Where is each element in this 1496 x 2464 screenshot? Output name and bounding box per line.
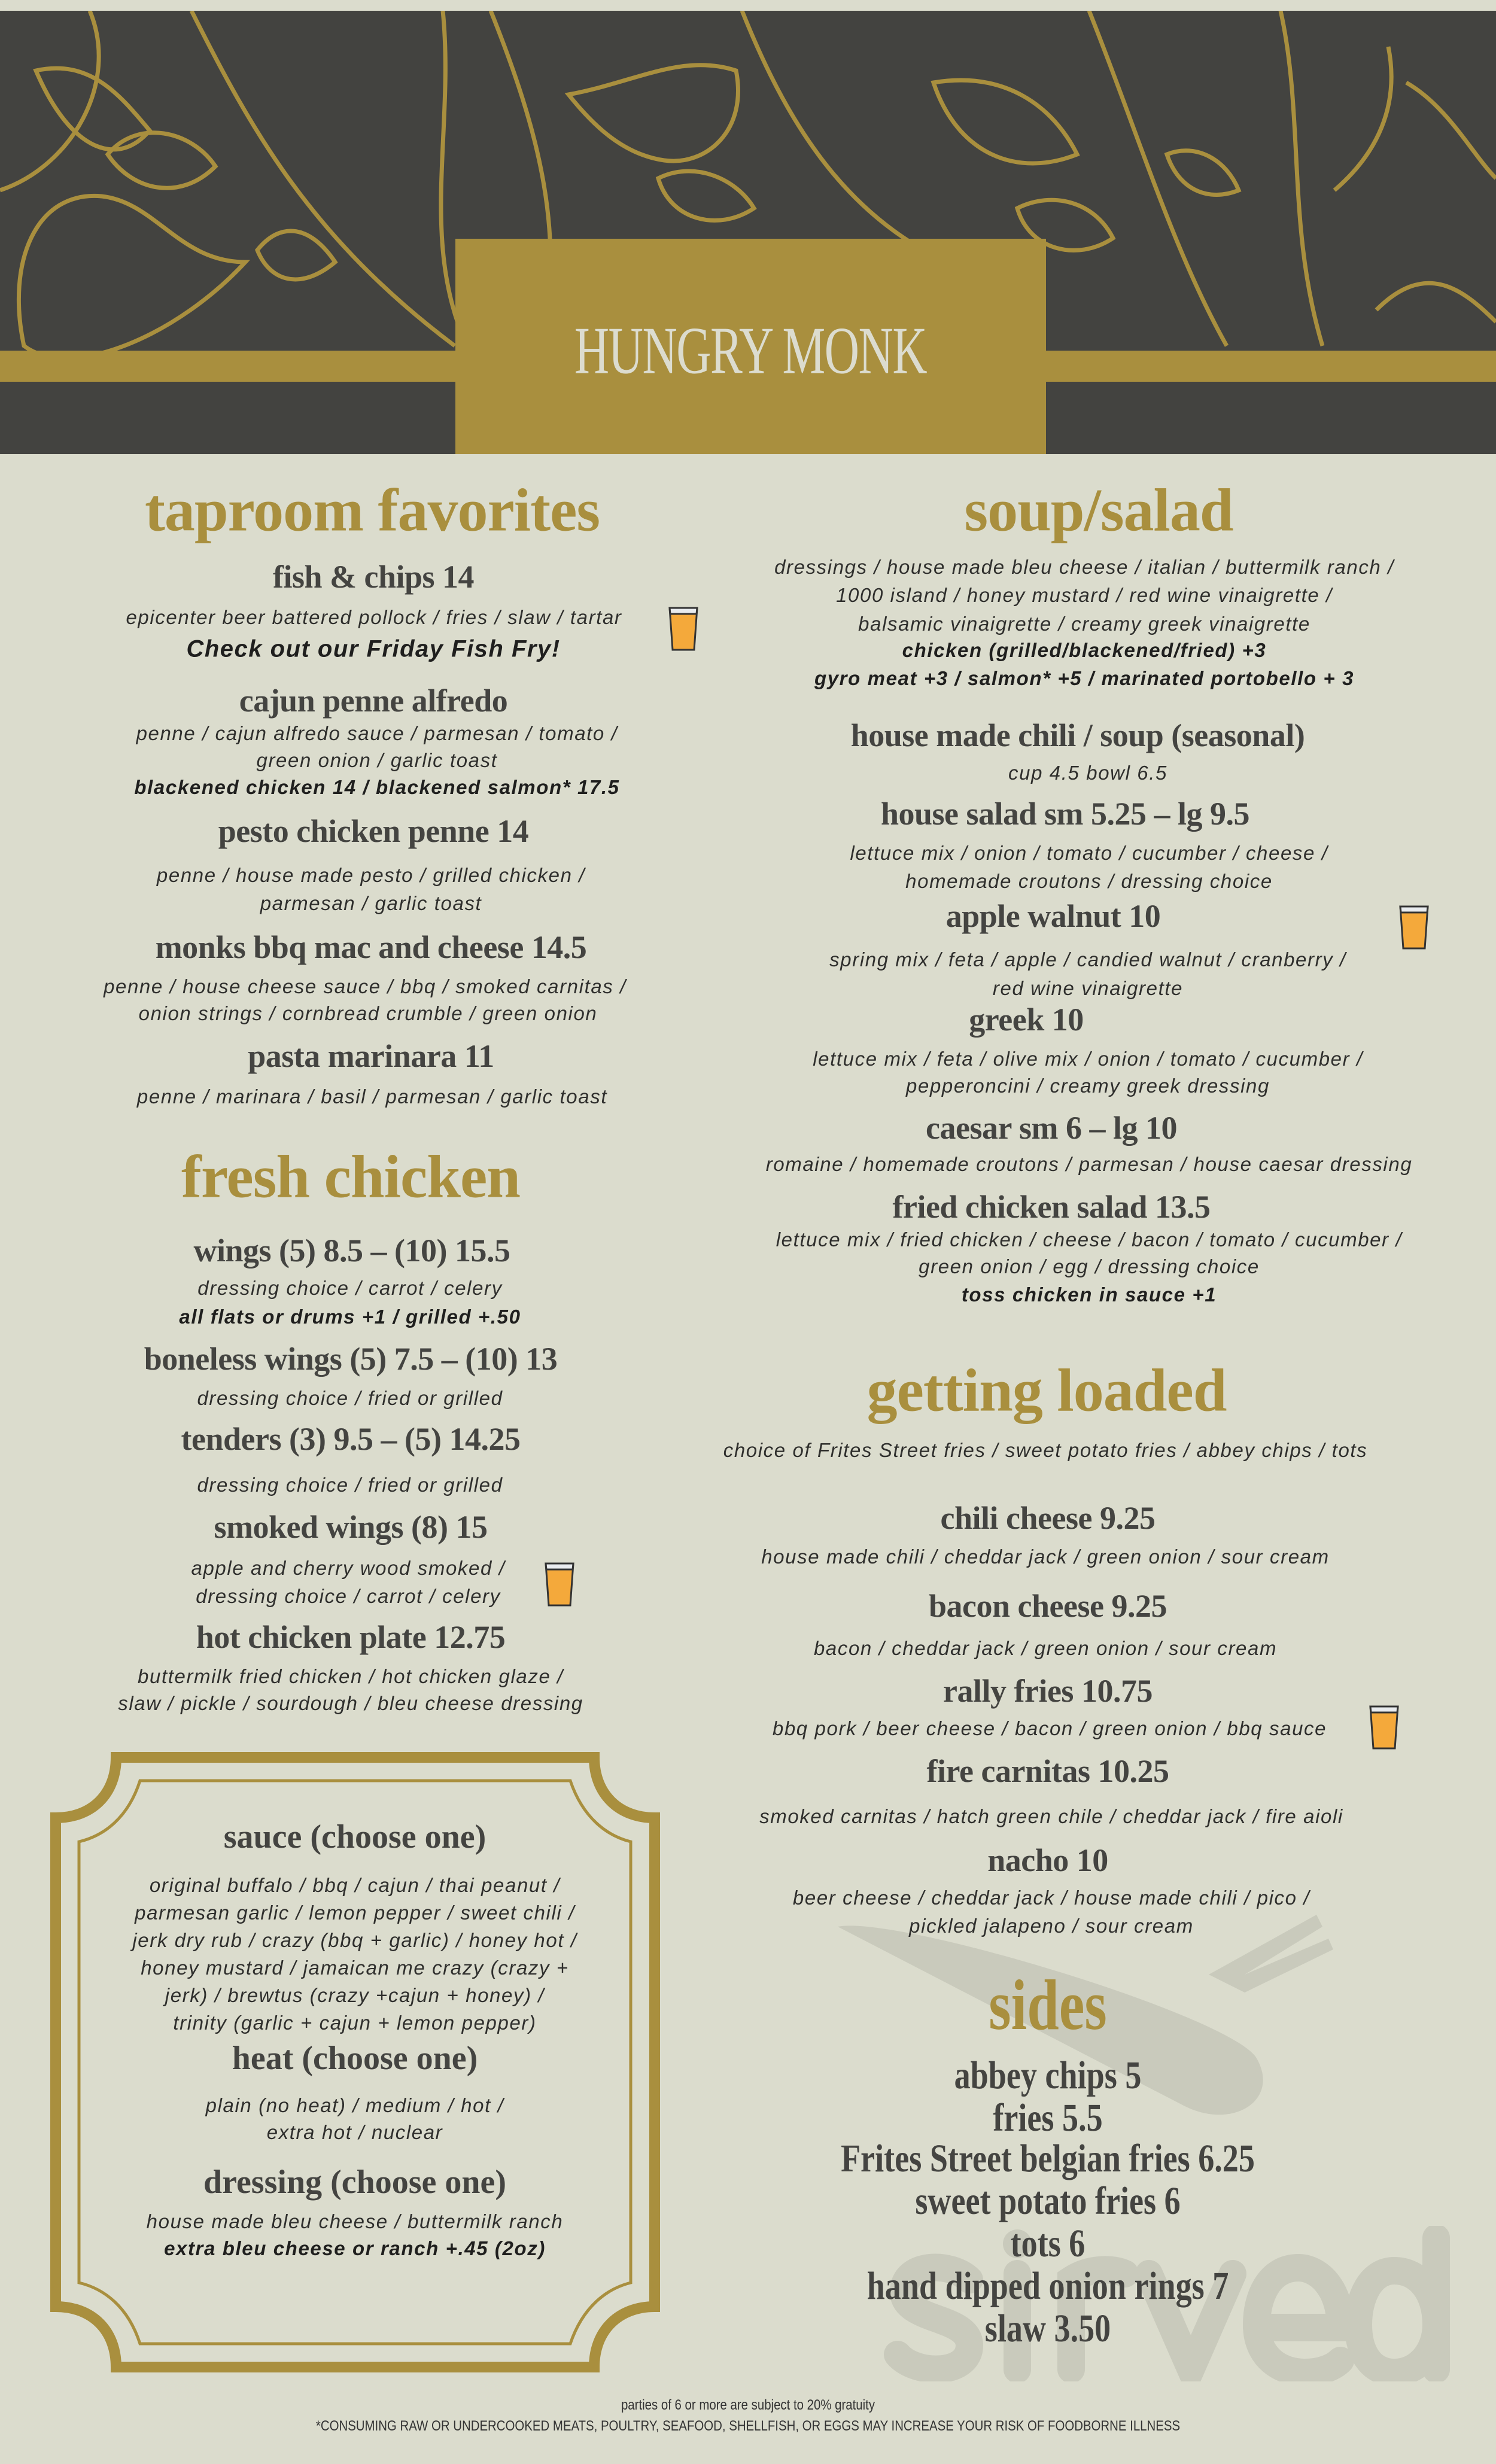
beer-glass-icon [668,604,699,652]
menu-item-desc: lettuce mix / fried chicken / cheese / bacon / tomato / cucumber / [776,1228,1403,1251]
menu-item-desc: parmesan / garlic toast [260,892,482,914]
salad-addon: chicken (grilled/blackened/fried) +3 [902,639,1267,661]
menu-item-desc: spring mix / feta / apple / candied walnut / cranberry / [829,948,1346,971]
menu-item-desc: slaw / pickle / sourdough / bleu cheese dressing [118,1692,583,1714]
menu-item-desc: house made chili / cheddar jack / green onion / sour cream [761,1546,1330,1568]
beer-glass-icon [1398,903,1430,951]
side-item: fries 5.5 [993,2096,1103,2140]
side-item: Frites Street belgian fries 6.25 [841,2137,1255,2180]
menu-item-name: fish & chips 14 [272,559,475,595]
option-title-heat: heat (choose one) [232,2040,478,2077]
option-desc: jerk dry rub / crazy (bbq + garlic) / honey hot / [132,1929,577,1951]
option-desc: original buffalo / bbq / cajun / thai peanut / [149,1874,561,1896]
loaded-intro: choice of Frites Street fries / sweet potato fries / abbey chips / tots [723,1439,1368,1461]
menu-item-desc: bbq pork / beer cheese / bacon / green onion / bbq sauce [772,1717,1327,1739]
side-item: hand dipped onion rings 7 [866,2264,1229,2308]
menu-item-name: chili cheese 9.25 [940,1500,1156,1536]
menu-item-name: hot chicken plate 12.75 [196,1619,506,1655]
option-title-dressing: dressing (choose one) [203,2164,507,2201]
menu-item-name: pasta marinara 11 [248,1038,494,1074]
menu-item-name: monks bbq mac and cheese 14.5 [155,929,587,965]
menu-item-name: house made chili / soup (seasonal) [850,717,1305,753]
menu-item-name: greek 10 [969,1002,1084,1038]
footer-gratuity: parties of 6 or more are subject to 20% gratuity [621,2397,875,2413]
section-title-taproom: taproom favorites [144,476,600,544]
menu-item-desc: beer cheese / cheddar jack / house made chili / pico / [792,1887,1310,1909]
dressing-list: dressings / house made bleu cheese / italian / buttermilk ranch / [774,556,1394,578]
option-desc: jerk) / brewtus (crazy +cajun + honey) / [165,1984,545,2006]
menu-item-desc: pepperoncini / creamy greek dressing [906,1075,1270,1097]
footer-warning: *CONSUMING RAW OR UNDERCOOKED MEATS, POULTRY, SEAFOOD, SHELLFISH, OR EGGS MAY INCREASE YOUR RISK OF FOODBORNE ILLNESS [315,2418,1181,2434]
menu-item-name: caesar sm 6 – lg 10 [926,1110,1177,1146]
side-item: sweet potato fries 6 [915,2179,1181,2223]
menu-item-note: Check out our Friday Fish Fry! [186,635,561,662]
menu-item-desc: pickled jalapeno / sour cream [909,1915,1194,1937]
menu-item-name: apple walnut 10 [945,898,1161,934]
menu-item-desc: dressing choice / carrot / celery [196,1585,501,1607]
option-desc: plain (no heat) / medium / hot / [205,2094,504,2116]
menu-item-note: toss chicken in sauce +1 [961,1283,1217,1306]
side-item: abbey chips 5 [954,2054,1142,2097]
menu-item-name: fried chicken salad 13.5 [892,1189,1211,1225]
menu-item-name: house salad sm 5.25 – lg 9.5 [880,796,1250,832]
option-desc: house made bleu cheese / buttermilk ranch [146,2210,564,2232]
menu-item-desc: homemade croutons / dressing choice [905,870,1273,892]
dressing-list: balsamic vinaigrette / creamy greek vinaigrette [858,613,1310,635]
option-desc: honey mustard / jamaican me crazy (crazy + [141,1957,569,1979]
menu-item-name: boneless wings (5) 7.5 – (10) 13 [144,1341,558,1377]
menu-item-name: smoked wings (8) 15 [214,1509,488,1545]
option-desc: trinity (garlic + cajun + lemon pepper) [173,2012,537,2034]
option-desc: parmesan garlic / lemon pepper / sweet chili / [135,1902,575,1924]
beer-glass-icon [544,1560,575,1608]
menu-item-desc: onion strings / cornbread crumble / green onion [138,1002,598,1024]
side-item: slaw 3.50 [984,2307,1111,2350]
restaurant-title: HUNGRY MONK [574,314,927,388]
section-title-sides: sides [989,1965,1107,2045]
menu-item-desc: penne / house cheese sauce / bbq / smoked carnitas / [104,975,627,997]
menu-item-desc: smoked carnitas / hatch green chile / cheddar jack / fire aioli [759,1805,1343,1827]
menu-item-desc: penne / cajun alfredo sauce / parmesan / tomato / [136,722,618,744]
menu-item-desc: epicenter beer battered pollock / fries / slaw / tartar [126,606,622,628]
section-title-chicken: fresh chicken [181,1143,520,1211]
salad-addon: gyro meat +3 / salmon* +5 / marinated portobello + 3 [814,667,1355,689]
section-title-loaded: getting loaded [866,1356,1227,1425]
menu-item-desc: red wine vinaigrette [992,977,1184,999]
menu-item-desc: dressing choice / carrot / celery [197,1277,503,1299]
menu-item-note: blackened chicken 14 / blackened salmon* 17.5 [134,776,620,798]
menu-item-name: wings (5) 8.5 – (10) 15.5 [193,1233,510,1268]
side-item: tots 6 [1010,2222,1085,2265]
menu-item-desc: apple and cherry wood smoked / [191,1557,506,1579]
option-title-sauce: sauce (choose one) [223,1818,486,1855]
menu-item-desc: buttermilk fried chicken / hot chicken glaze / [138,1665,564,1687]
menu-item-desc: green onion / egg / dressing choice [919,1255,1260,1277]
menu-item-name: bacon cheese 9.25 [929,1588,1167,1624]
dressing-list: 1000 island / honey mustard / red wine vinaigrette / [836,584,1333,606]
menu-item-desc: dressing choice / fried or grilled [197,1387,503,1409]
menu-item-name: pesto chicken penne 14 [218,813,529,849]
section-title-soup-salad: soup/salad [964,476,1233,544]
menu-item-desc: penne / marinara / basil / parmesan / garlic toast [136,1085,608,1108]
menu-item-desc: green onion / garlic toast [256,749,498,771]
option-note: extra bleu cheese or ranch +.45 (2oz) [164,2237,546,2259]
menu-item-name: fire carnitas 10.25 [926,1753,1169,1789]
menu-item-name: tenders (3) 9.5 – (5) 14.25 [181,1421,521,1457]
beer-glass-icon [1369,1703,1400,1751]
option-desc: extra hot / nuclear [266,2121,443,2143]
menu-item-name: rally fries 10.75 [943,1673,1153,1709]
menu-item-desc: dressing choice / fried or grilled [197,1474,503,1496]
menu-item-desc: cup 4.5 bowl 6.5 [1008,762,1167,784]
menu-item-desc: bacon / cheddar jack / green onion / sour cream [813,1637,1278,1659]
menu-item-desc: lettuce mix / onion / tomato / cucumber / cheese / [850,842,1328,864]
menu-item-desc: romaine / homemade croutons / parmesan / house caesar dressing [765,1153,1413,1175]
menu-item-desc: lettuce mix / feta / olive mix / onion / tomato / cucumber / [813,1048,1363,1070]
menu-item-name: cajun penne alfredo [239,683,508,719]
menu-item-note: all flats or drums +1 / grilled +.50 [179,1306,521,1328]
menu-item-desc: penne / house made pesto / grilled chicken / [156,864,586,886]
menu-item-name: nacho 10 [987,1842,1108,1878]
